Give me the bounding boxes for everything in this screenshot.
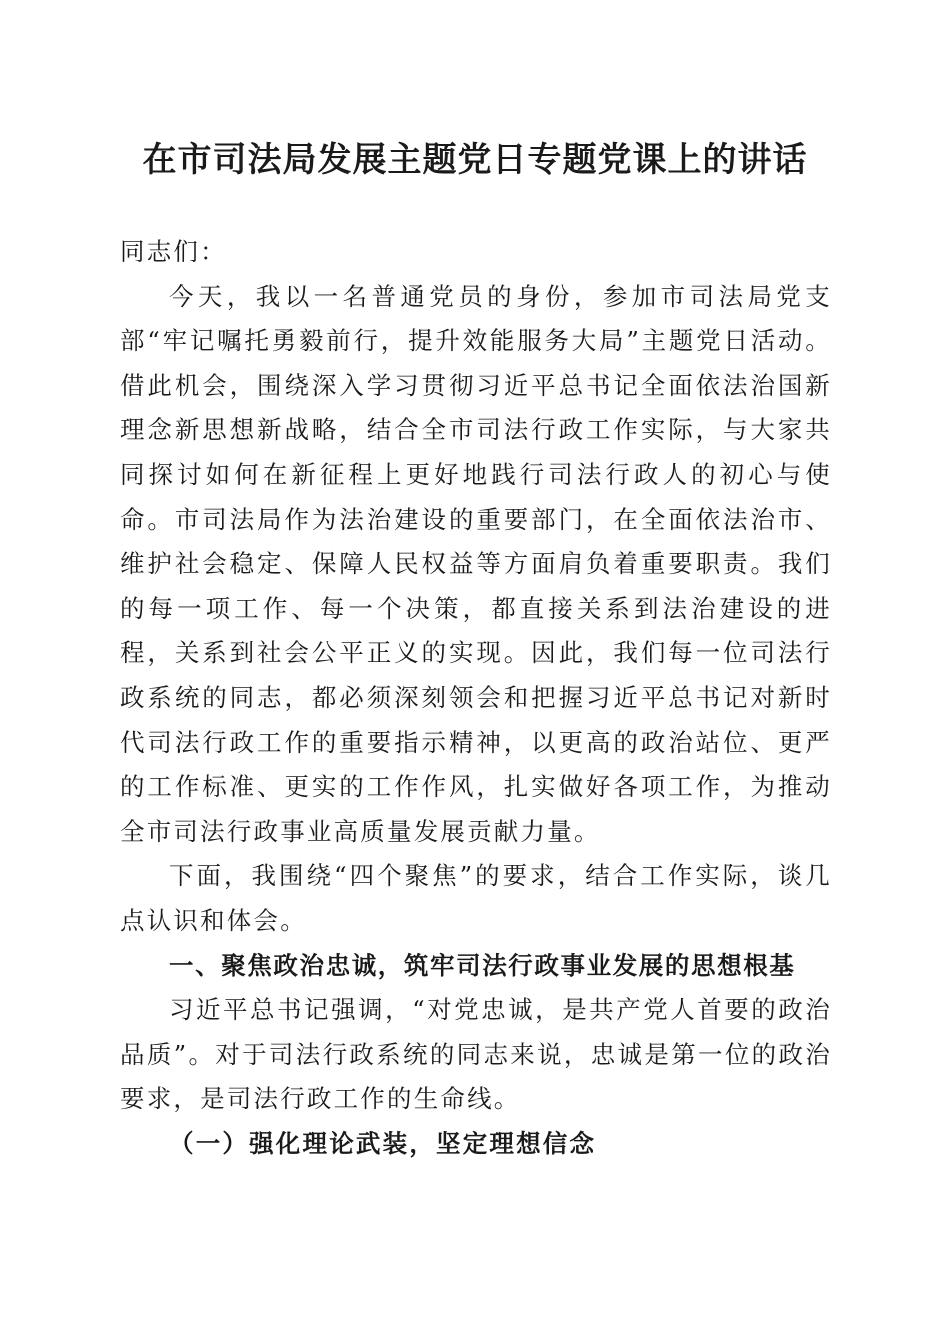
body-paragraph-intro: 今天，我以一名普通党员的身份，参加市司法局党支部“牢记嘱托勇毅前行，提升效能服务大局”主题党日活动。借此机会，围绕深入学习贯彻习近平总书记全面依法治国新理念新思想新战略，结合全市司法行政工作实际，与大家共同探讨如何在新征程上更好地践行司法行政人的初心与使命。市司法局作为法治建设的重要部门，在全面依法治市、维护社会稳定、保障人民权益等方面肩负着重要职责。我们的每一项工作、每一个决策，都直接关系到法治建设的进程，关系到社会公平正义的实现。因此，我们每一位司法行政系统的同志，都必须深刻领会和把握习近平总书记对新时代司法行政工作的重要指示精神，以更高的政治站位、更严的工作标准、更实的工作作风，扎实做好各项工作，为推动全市司法行政事业高质量发展贡献力量。 (120, 281, 832, 846)
document-body (120, 230, 832, 1166)
subsection-heading-1-1: （一）强化理论武装，坚定理想信念 (169, 1128, 597, 1158)
section-heading-1: 一、聚焦政治忠诚，筑牢司法行政事业发展的思想根基 (169, 950, 796, 980)
body-paragraph-outline: 下面，我围绕“四个聚焦”的要求，结合工作实际，谈几点认识和体会。 (120, 861, 832, 935)
salutation: 同志们： (120, 237, 227, 266)
document-title: 在市司法局发展主题党日专题党课上的讲话 (142, 140, 808, 180)
section-1-paragraph: 习近平总书记强调，“对党忠诚，是共产党人首要的政治品质”。对于司法行政系统的同志来说，忠诚是第一位的政治要求，是司法行政工作的生命线。 (120, 995, 832, 1114)
